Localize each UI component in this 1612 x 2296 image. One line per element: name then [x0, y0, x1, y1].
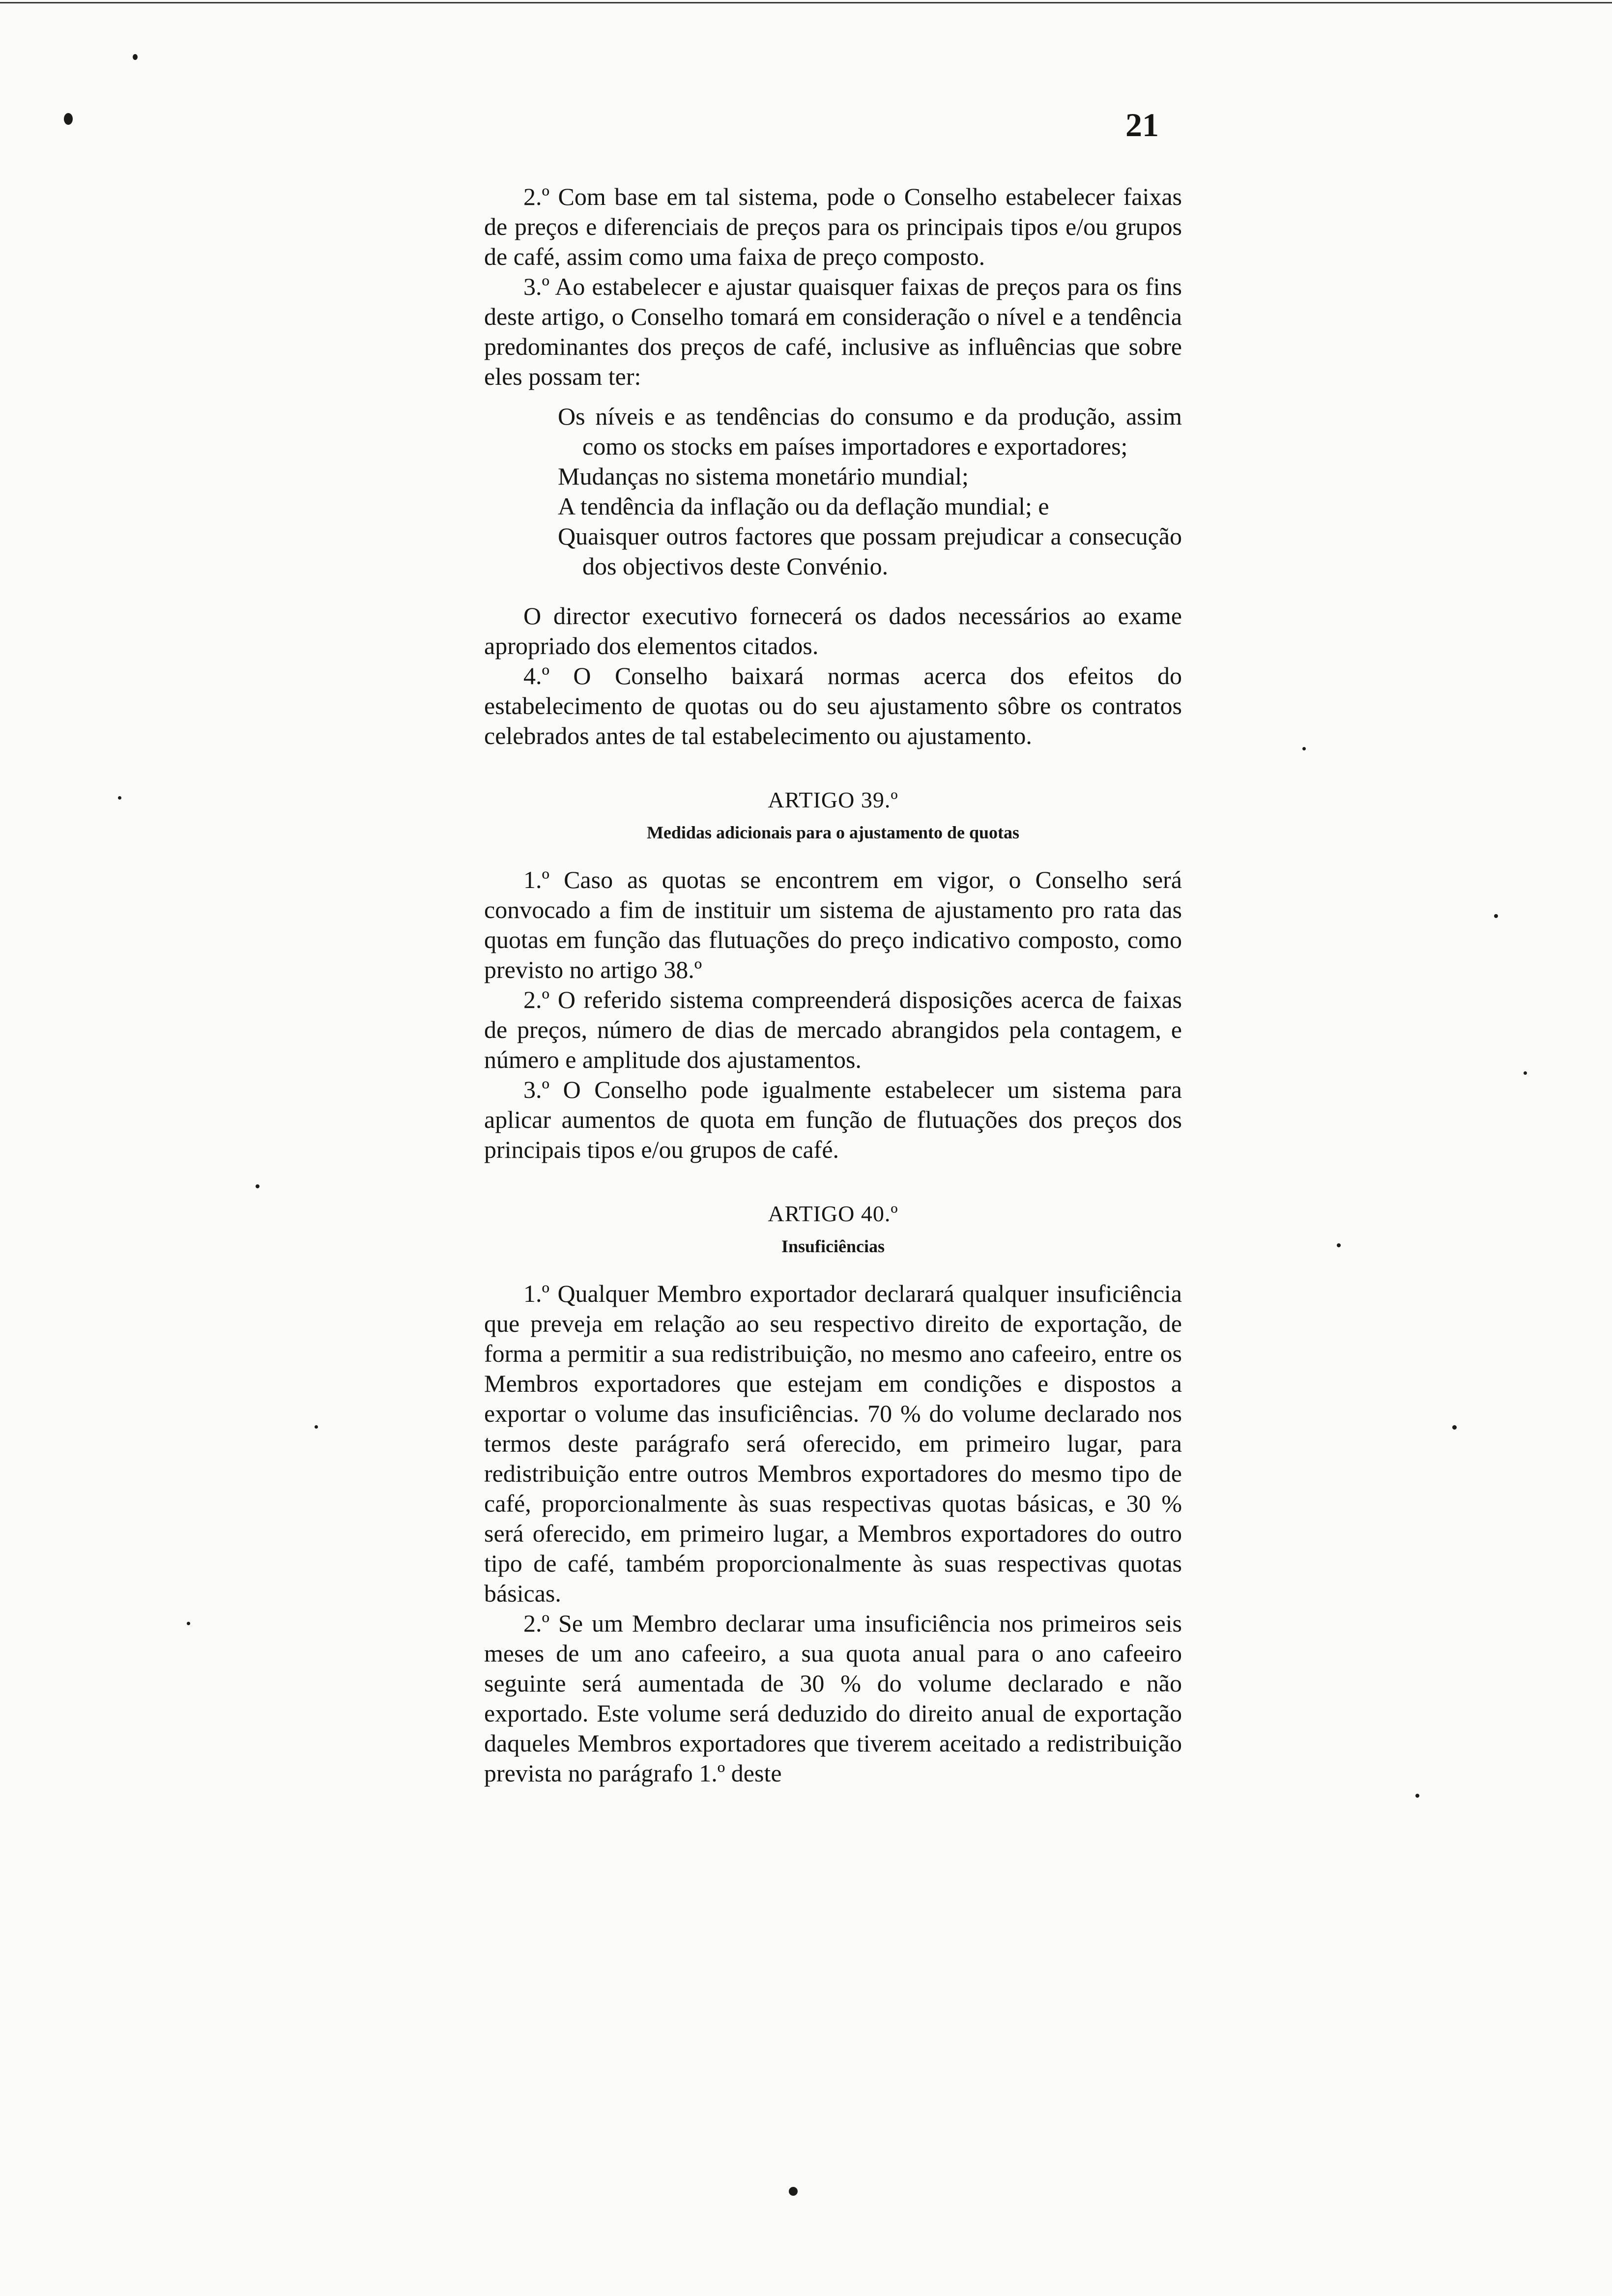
scan-speck [64, 113, 73, 125]
scan-speck [256, 1184, 259, 1188]
article39-subheading: Medidas adicionais para o ajustamento de quotas [646, 823, 1020, 842]
scan-speck [1415, 1794, 1419, 1798]
text-column [484, 182, 1182, 1788]
article40-paragraph-1: 1.º Qualquer Membro exportador declarará qualquer insuficiência que preveja em relação ao seu respectivo direito de exportação, de forma a permitir a sua redistribuição, no mesmo ano cafeeiro, entre os Membros exportadores que estejam em condições e dispostos a exportar o volume das insuficiências. 70 % do volume declarado nos termos deste parágrafo será oferecido, em primeiro lugar, para redistribuição entre outros Membros exportadores do mesmo tipo de café, proporcionalmente às suas respectivas quotas básicas, e 30 % será oferecido, em primeiro lugar, a Membros exportadores do outro tipo de café, também proporcionalmente às suas respectivas quotas básicas. [484, 1280, 1182, 1607]
article39-paragraph-3: 3.º O Conselho pode igualmente estabelecer um sistema para aplicar aumentos de quota em função de flutuações dos preços dos principais tipos e/ou grupos de café. [484, 1076, 1182, 1163]
list-item: Mudanças no sistema monetário mundial; [558, 462, 969, 490]
scan-speck [315, 1425, 318, 1429]
article39-heading: ARTIGO 39.º [768, 787, 898, 812]
article40-heading: ARTIGO 40.º [768, 1201, 898, 1226]
scan-speck [1494, 914, 1498, 918]
article38-paragraph-4: 4.º O Conselho baixará normas acerca dos efeitos do estabelecimento de quotas ou do seu ajustamento sôbre os contratos celebrados antes de tal estabelecimento ou ajustamento. [484, 662, 1182, 749]
page-top-edge [0, 2, 1612, 3]
article38-paragraph-2: 2.º Com base em tal sistema, pode o Conselho estabelecer faixas de preços e diferenciais de preços para os principais tipos e/ou grupos de café, assim como uma faixa de preço composto. [484, 183, 1182, 270]
list-item: Os níveis e as tendências do consumo e da produção, assim como os stocks em países importadores e exportadores; [558, 402, 1182, 460]
list-item: Quaisquer outros factores que possam prejudicar a consecução dos objectivos deste Convénio. [558, 522, 1182, 580]
article39-paragraph-1: 1.º Caso as quotas se encontrem em vigor, o Conselho será convocado a fim de instituir um sistema de ajustamento pro rata das quotas em função das flutuações do preço indicativo composto, como previsto no artigo 38.º [484, 866, 1182, 983]
scan-speck [187, 1622, 190, 1625]
influences-list [484, 402, 1182, 581]
scan-speck [1452, 1425, 1457, 1430]
scan-speck [1337, 1243, 1341, 1247]
article38-paragraph-3b: O director executivo fornecerá os dados necessários ao exame apropriado dos elementos citados. [484, 602, 1182, 660]
scan-speck [118, 796, 121, 800]
scan-speck [1302, 747, 1306, 750]
list-item: A tendência da inflação ou da deflação mundial; e [558, 492, 1049, 520]
article40-paragraph-2: 2.º Se um Membro declarar uma insuficiência nos primeiros seis meses de um ano cafeeiro, a sua quota anual para o ano cafeeiro seguinte será aumentada de 30 % do volume declarado e não exportado. Este volume será deduzido do direito anual de exportação daqueles Membros exportadores que tiverem aceitado a redistribuição prevista no parágrafo 1.º deste [484, 1609, 1182, 1787]
article40-subheading: Insuficiências [781, 1236, 885, 1256]
scan-speck [1524, 1071, 1527, 1075]
scan-speck [789, 2187, 798, 2196]
page-number: 21 [1125, 106, 1159, 144]
article39-paragraph-2: 2.º O referido sistema compreenderá disposições acerca de faixas de preços, número de dias de mercado abrangidos pela contagem, e número e amplitude dos ajustamentos. [484, 986, 1182, 1073]
article38-paragraph-3: 3.º Ao estabelecer e ajustar quaisquer faixas de preços para os fins deste artigo, o Conselho tomará em consideração o nível e a tendência predominantes dos preços de café, inclusive as influências que sobre eles possam ter: [484, 273, 1182, 390]
scan-speck [133, 54, 138, 60]
